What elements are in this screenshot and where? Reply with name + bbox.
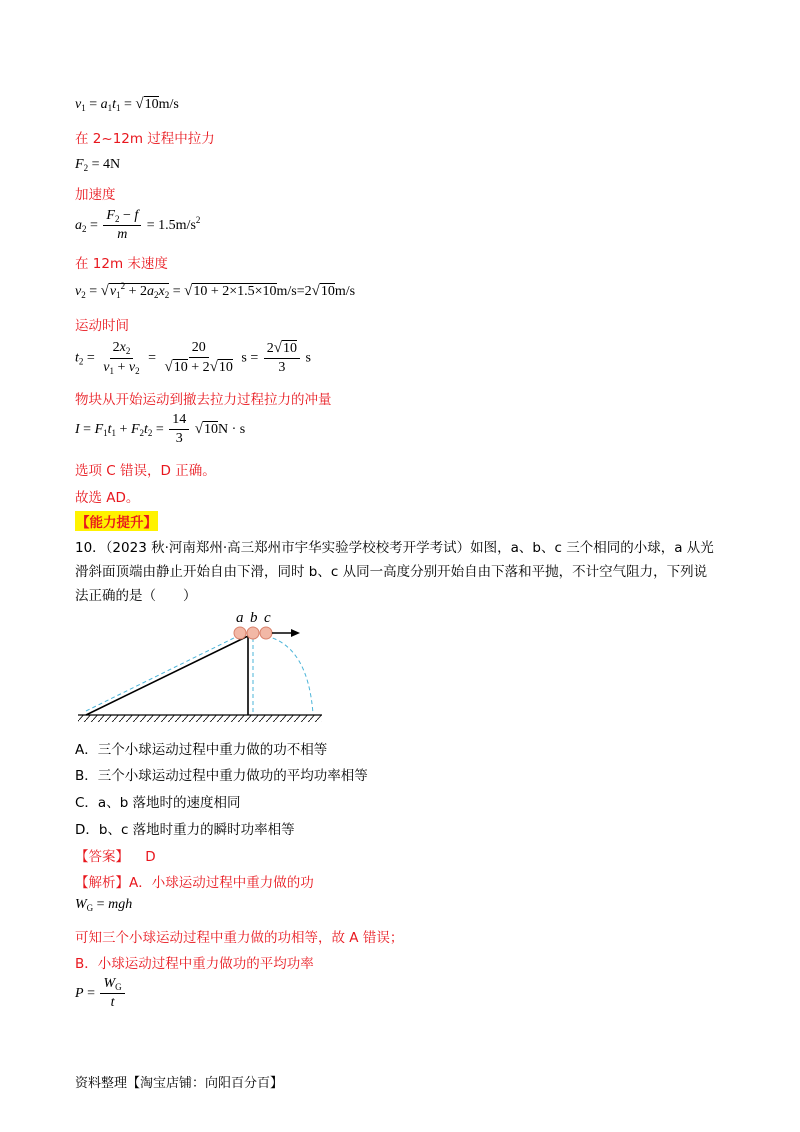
equation-WG: $W_G$ = mgh xyxy=(75,897,133,913)
answer-value: D xyxy=(145,849,156,865)
equation-v2: $v_2 = √v_1^2 + 2a_2x_2 = √10 + 2\times 1.5\times 10m/s=2√10m/s$ xyxy=(75,281,356,300)
conclusion-a: 可知三个小球运动过程中重力做的功相等，故 A 错误； xyxy=(75,930,404,946)
option-b: B．三个小球运动过程中重力做功的平均功率相等 xyxy=(75,768,368,784)
text-velocity-12m: 在 12m 末速度 xyxy=(75,256,168,272)
answer-label: 【答案】 xyxy=(75,849,129,865)
option-d: D．b、c 落地时重力的瞬时功率相等 xyxy=(75,822,295,838)
incline xyxy=(86,636,248,715)
equation-F2: $F_2 = 4N$ xyxy=(75,157,121,173)
answer-line xyxy=(75,845,156,865)
equation-v1: $v_1 = a_1t_1 = √10m/s$ xyxy=(75,96,179,113)
analysis-label: 【解析】 xyxy=(75,875,129,891)
option-a: A．三个小球运动过程中重力做的功不相等 xyxy=(75,742,328,758)
text-pulling-force-2-12m: 在 2~12m 过程中拉力 xyxy=(75,131,215,147)
ball-c xyxy=(260,627,272,639)
velocity-arrowhead xyxy=(291,629,300,637)
question-line-1: 10．（2023 秋·河南郑州·高三郑州市宇华实验学校校考开学考试）如图，a、b、c 三个相同的小球，a 从光 xyxy=(75,540,714,556)
footer-text: 资料整理【淘宝店铺：向阳百分百】 xyxy=(75,1076,284,1091)
equation-impulse: $I = F_1t_1 + F_2t_2$ = $\frac{14}{3}$ √10N · s xyxy=(75,412,246,447)
question-line-3: 法正确的是（ ） xyxy=(75,588,197,604)
text-option-c-d: 选项 C 错误，D 正确。 xyxy=(75,463,216,479)
option-c: C．a、b 落地时的速度相同 xyxy=(75,795,241,811)
text-choose-ad: 故选 AD。 xyxy=(75,490,140,506)
section-title: 【能力提升】 xyxy=(75,511,158,531)
equation-t2: $t_2$ = $\frac{2x_2}{v_1 + v_2}$ = $\frac{20}{√10 + 2√10}$ s = $\frac{2√10}{3}$ s xyxy=(75,340,311,376)
incline-diagram xyxy=(72,608,332,726)
label-a: a xyxy=(236,610,244,626)
path-a-dashed xyxy=(86,635,240,711)
text-motion-time: 运动时间 xyxy=(75,318,129,334)
analysis-a-text: A．小球运动过程中重力做的功 xyxy=(129,875,314,891)
analysis-line-a xyxy=(75,871,314,891)
text-acceleration: 加速度 xyxy=(75,187,116,203)
ball-b xyxy=(247,627,259,639)
ball-a xyxy=(234,627,246,639)
equation-a2: $a_2$ = $\frac{F_2 - f}{m}$ = $1.5m/s^2$ xyxy=(75,208,201,243)
text-impulse: 物块从开始运动到撤去拉力过程拉力的冲量 xyxy=(75,392,332,408)
label-b: b xyxy=(250,610,258,626)
path-c-dashed xyxy=(266,636,313,714)
equation-power: P = $\frac{W_G}{t}$ xyxy=(75,976,127,1011)
ground-hatch xyxy=(78,715,322,722)
analysis-b: B．小球运动过程中重力做功的平均功率 xyxy=(75,956,314,972)
label-c: c xyxy=(264,610,271,626)
question-line-2: 滑斜面顶端由静止开始自由下滑，同时 b、c 从同一高度分别开始自由下落和平抛，不计空气阻力，下列说 xyxy=(75,564,708,580)
